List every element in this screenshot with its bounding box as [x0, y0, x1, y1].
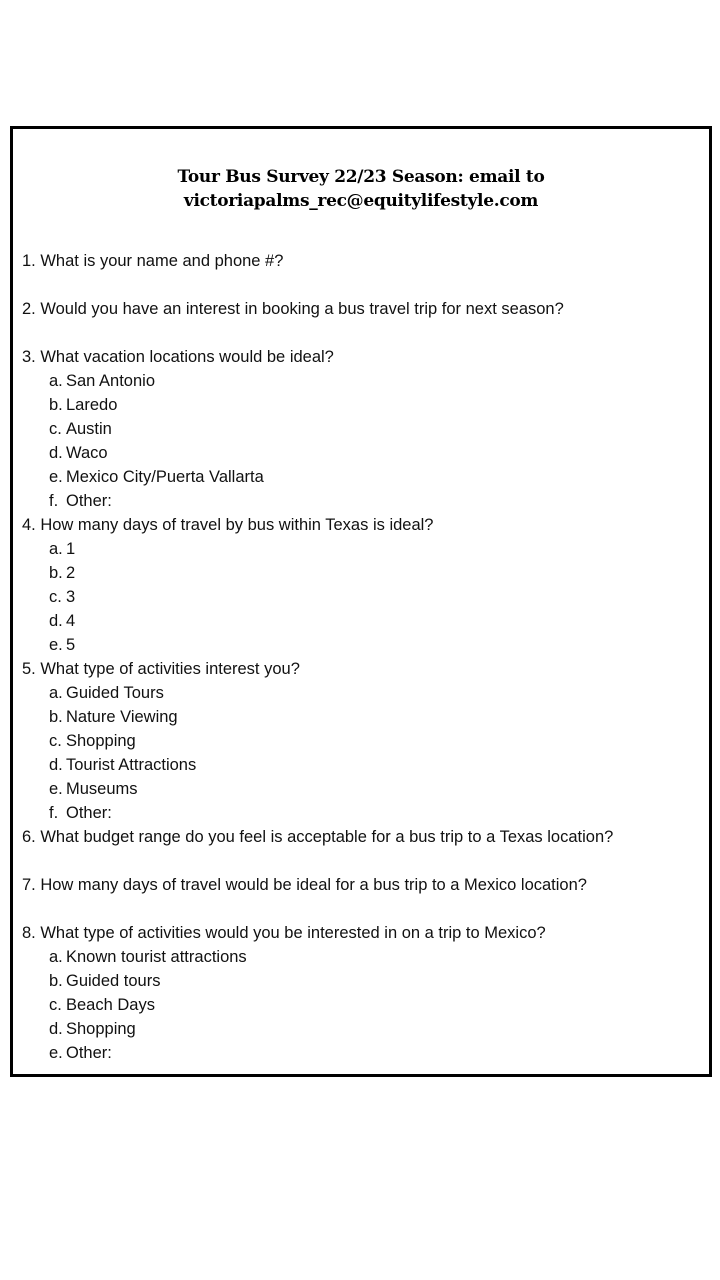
- option-label: d.: [49, 612, 63, 630]
- option-text: Mexico City/Puerta Vallarta: [66, 468, 264, 486]
- option-label: c.: [49, 732, 62, 750]
- option-text: 4: [66, 612, 76, 630]
- option-text: 3: [66, 588, 76, 606]
- option-label: f.: [49, 492, 59, 510]
- option: [49, 753, 196, 777]
- option-text: Known tourist attractions: [66, 948, 247, 966]
- option-text: 5: [66, 636, 76, 654]
- survey-title: [13, 165, 709, 213]
- option-label: a.: [49, 684, 63, 702]
- option-label: b.: [49, 564, 63, 582]
- option-text: Austin: [66, 420, 112, 438]
- option: [49, 801, 112, 825]
- option-label: c.: [49, 996, 62, 1014]
- option-label: e.: [49, 636, 63, 654]
- option-label: f.: [49, 804, 59, 822]
- option-text: Beach Days: [66, 996, 155, 1014]
- option: [49, 465, 264, 489]
- option-text: Other:: [66, 1044, 112, 1062]
- option: [49, 609, 75, 633]
- option: [49, 585, 75, 609]
- option: [49, 945, 247, 969]
- option-label: b.: [49, 396, 63, 414]
- option-label: c.: [49, 420, 62, 438]
- option-label: e.: [49, 780, 63, 798]
- option-label: d.: [49, 444, 63, 462]
- question-6: 6. What budget range do you feel is acceptable for a bus trip to a Texas location?: [22, 828, 614, 846]
- question-8: 8. What type of activities would you be interested in on a trip to Mexico?: [22, 924, 546, 942]
- question-7: 7. How many days of travel would be ideal for a bus trip to a Mexico location?: [22, 876, 587, 894]
- option-label: a.: [49, 540, 63, 558]
- option: [49, 1041, 112, 1065]
- option-label: b.: [49, 972, 63, 990]
- title-email: victoriapalms_rec@equitylifestyle.com: [183, 191, 539, 211]
- option-label: a.: [49, 948, 63, 966]
- option-text: Other:: [66, 804, 112, 822]
- option: [49, 633, 75, 657]
- option-text: 2: [66, 564, 76, 582]
- option: [49, 969, 160, 993]
- option-label: b.: [49, 708, 63, 726]
- option: [49, 777, 138, 801]
- option-label: a.: [49, 372, 63, 390]
- option-label: d.: [49, 756, 63, 774]
- question-5: 5. What type of activities interest you?: [22, 660, 300, 678]
- option: [49, 993, 155, 1017]
- question-4: 4. How many days of travel by bus within Texas is ideal?: [22, 516, 434, 534]
- option: [49, 561, 75, 585]
- option-label: e.: [49, 468, 63, 486]
- option-text: San Antonio: [66, 372, 155, 390]
- option-text: Guided Tours: [66, 684, 164, 702]
- option-label: e.: [49, 1044, 63, 1062]
- option-text: Other:: [66, 492, 112, 510]
- title-line-1: Tour Bus Survey 22/23 Season: email to: [177, 167, 545, 187]
- option: [49, 369, 155, 393]
- option: [49, 537, 75, 561]
- option-label: d.: [49, 1020, 63, 1038]
- option: [49, 417, 112, 441]
- question-2: 2. Would you have an interest in booking a bus travel trip for next season?: [22, 300, 564, 318]
- option: [49, 1017, 136, 1041]
- option-text: Tourist Attractions: [66, 756, 197, 774]
- option-text: Guided tours: [66, 972, 161, 990]
- question-3: 3. What vacation locations would be ideal?: [22, 348, 334, 366]
- option: [49, 393, 117, 417]
- option-text: 1: [66, 540, 76, 558]
- option: [49, 489, 112, 513]
- option-text: Laredo: [66, 396, 118, 414]
- option-text: Waco: [66, 444, 108, 462]
- question-1: 1. What is your name and phone #?: [22, 252, 284, 270]
- option-text: Shopping: [66, 1020, 136, 1038]
- option-text: Shopping: [66, 732, 136, 750]
- option: [49, 705, 178, 729]
- option-label: c.: [49, 588, 62, 606]
- option: [49, 441, 108, 465]
- option-text: Museums: [66, 780, 138, 798]
- option-text: Nature Viewing: [66, 708, 178, 726]
- option: [49, 681, 164, 705]
- option: [49, 729, 136, 753]
- survey-document: [10, 126, 712, 1077]
